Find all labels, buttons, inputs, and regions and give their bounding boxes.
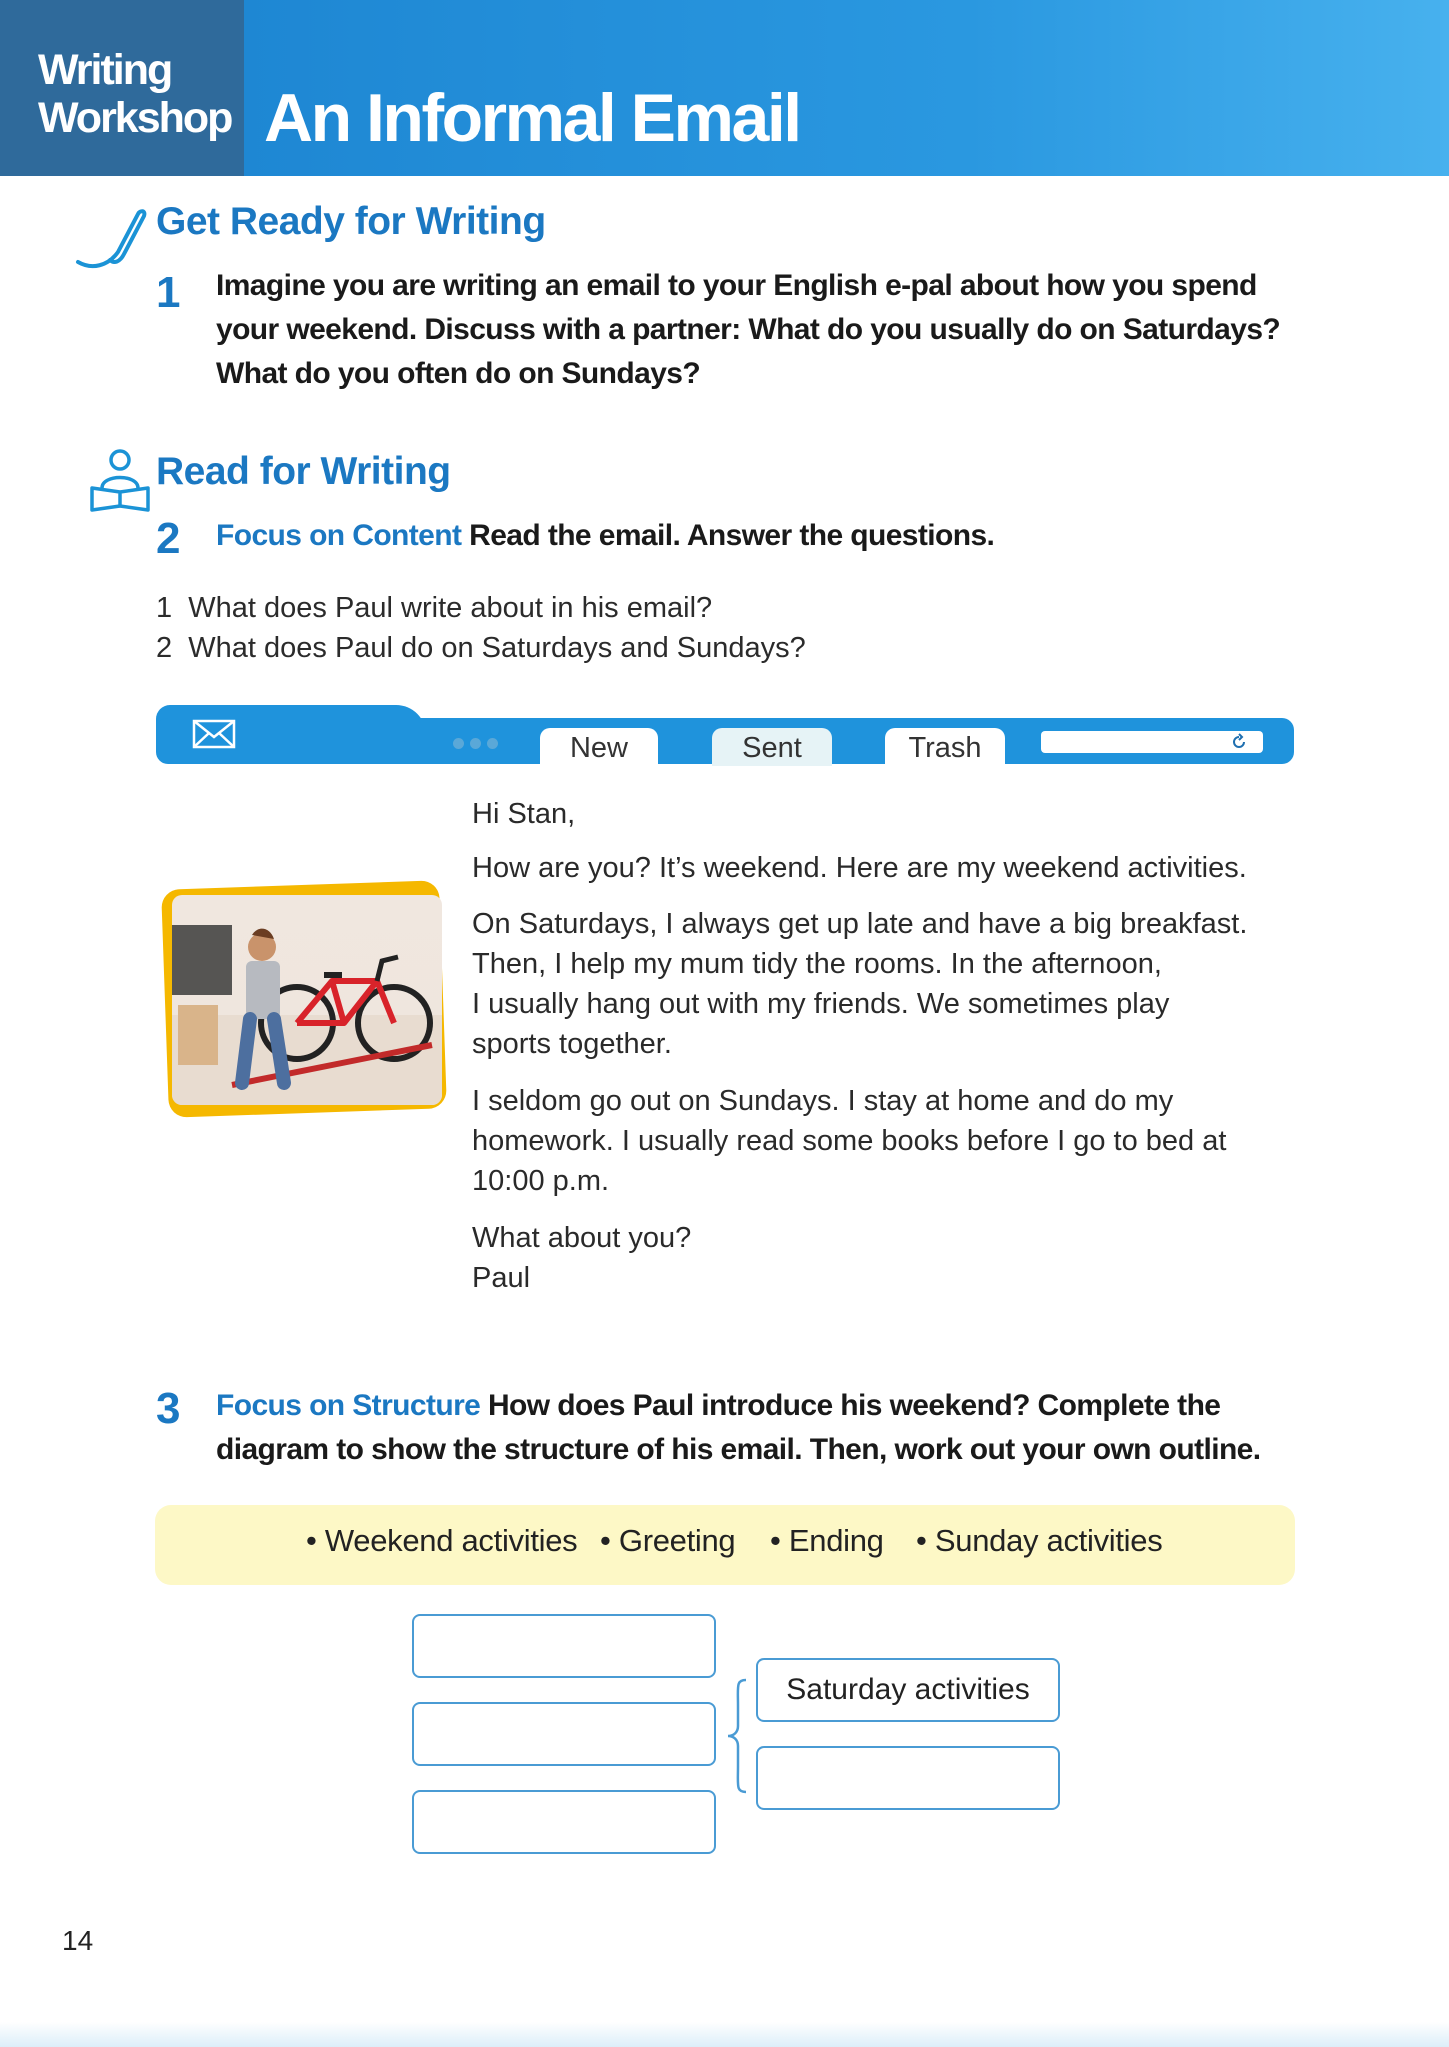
word-bank-item: • Sunday activities xyxy=(916,1523,1163,1558)
email-intro: How are you? It’s weekend. Here are my weekend activities. xyxy=(472,852,1247,884)
focus-on-content-label: Focus on Content xyxy=(216,519,462,552)
email-signature: Paul xyxy=(472,1262,531,1294)
tab-trash[interactable]: Trash xyxy=(885,728,1005,766)
boy-with-bicycle-photo xyxy=(172,895,442,1105)
mail-icon[interactable] xyxy=(192,718,236,750)
tab-sent[interactable]: Sent xyxy=(712,728,832,766)
question-1: 1 What does Paul write about in his email? xyxy=(156,592,713,624)
email-closing: What about you? Paul xyxy=(472,1218,1292,1298)
word-bank-item: • Greeting xyxy=(600,1523,736,1558)
toolbar-dot xyxy=(487,738,498,749)
email-sunday-paragraph: I seldom go out on Sundays. I stay at home and do my homework. I usually read some books before I go to bed at 10:00 p.m. xyxy=(472,1085,1227,1197)
toolbar-dot xyxy=(453,738,464,749)
task-number-1: 1 xyxy=(156,268,181,317)
email-saturday-paragraph: On Saturdays, I always get up late and have a big breakfast. Then, I help my mum tidy the rooms. In the afternoon, I usually hang out with my friends. We sometimes play sports together. xyxy=(472,908,1248,1060)
diagram-box-2[interactable] xyxy=(412,1702,716,1766)
bicycle-illustration xyxy=(172,895,442,1105)
task-number-3: 3 xyxy=(156,1384,181,1433)
tab-new[interactable]: New xyxy=(540,728,658,766)
get-ready-heading: Get Ready for Writing xyxy=(156,200,546,243)
bottom-band xyxy=(0,2022,1449,2047)
question-2: 2 What does Paul do on Saturdays and Sundays? xyxy=(156,632,806,664)
task-1-instruction: Imagine you are writing an email to your English e-pal about how you spend your weekend. Discuss with a partner: What do you usually do on Saturdays? What do you often do on Sundays? xyxy=(216,269,1281,390)
toolbar-dot xyxy=(470,738,481,749)
pen-icon xyxy=(74,204,154,272)
word-bank-item: • Weekend activities xyxy=(306,1523,578,1558)
focus-on-structure-label: Focus on Structure xyxy=(216,1389,481,1422)
reader-icon xyxy=(88,448,154,516)
diagram-box-3[interactable] xyxy=(412,1790,716,1854)
page-title: An Informal Email xyxy=(264,80,800,156)
read-heading: Read for Writing xyxy=(156,450,451,493)
word-bank-item: • Ending xyxy=(770,1523,884,1558)
diagram-box-saturday: Saturday activities xyxy=(756,1658,1060,1722)
diagram-box-5[interactable] xyxy=(756,1746,1060,1810)
task-3-instruction: Focus on Structure How does Paul introduce his weekend? Complete the diagram to show the structure of his email. Then, work out your own outline. xyxy=(216,1389,1261,1466)
workshop-label: Writing Workshop xyxy=(38,46,232,142)
task-number-2: 2 xyxy=(156,514,181,563)
refresh-icon[interactable] xyxy=(1230,733,1248,751)
email-greeting: Hi Stan, xyxy=(472,798,576,830)
diagram-brace xyxy=(726,1676,752,1796)
diagram-box-1[interactable] xyxy=(412,1614,716,1678)
task-2-instruction: Focus on Content Read the email. Answer the questions. xyxy=(216,519,995,552)
page-number: 14 xyxy=(62,1925,94,1956)
